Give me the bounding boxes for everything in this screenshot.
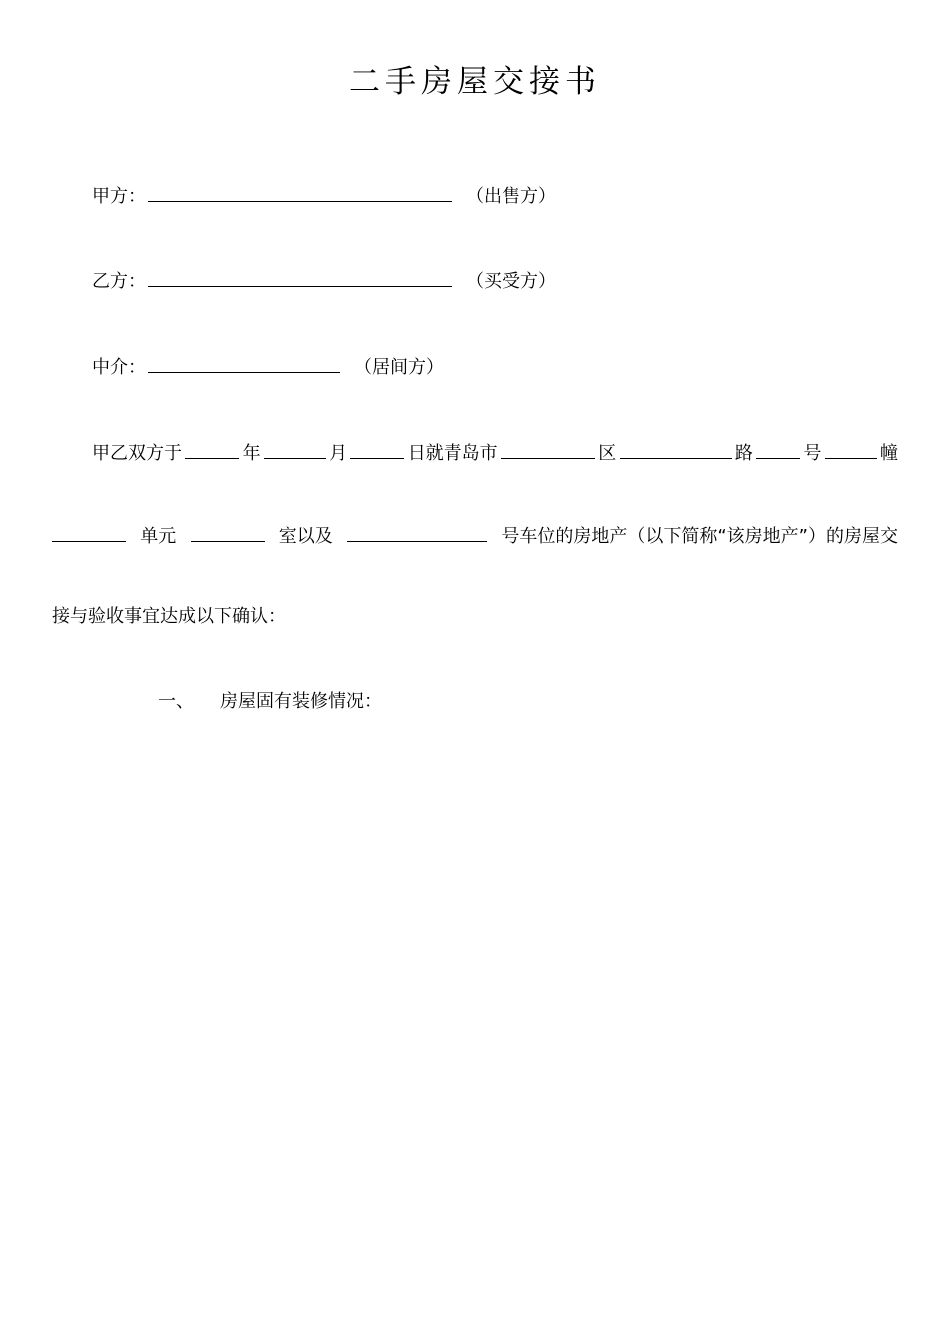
buyer-label: 乙方：: [92, 271, 146, 292]
paragraph-text: 号车位的房地产（以下简称“该房地产”）的房屋交: [501, 526, 898, 547]
buyer-line: [92, 268, 556, 294]
paragraph-text: 室以及: [278, 526, 333, 547]
paragraph-text: 单元: [140, 526, 177, 547]
paragraph-text: 区: [598, 443, 617, 464]
section-title: 房屋固有装修情况：: [220, 691, 382, 712]
paragraph-text: 月: [329, 443, 348, 464]
seller-note: （出售方）: [466, 186, 556, 207]
month-blank[interactable]: [264, 440, 326, 459]
agent-note: （居间方）: [354, 357, 444, 378]
paragraph-line-1: [92, 440, 898, 466]
buyer-name-blank[interactable]: [148, 268, 452, 287]
paragraph-text: 路: [734, 443, 753, 464]
section-number: 一、: [158, 691, 194, 712]
day-blank[interactable]: [350, 440, 404, 459]
seller-label: 甲方：: [92, 186, 146, 207]
room-blank[interactable]: [191, 523, 265, 542]
unit-blank[interactable]: [52, 523, 126, 542]
agent-name-blank[interactable]: [148, 354, 340, 373]
road-blank[interactable]: [620, 440, 732, 459]
agent-line: [92, 354, 444, 380]
paragraph-text: 日就青岛市: [407, 443, 498, 464]
document-title: 二手房屋交接书: [349, 64, 601, 100]
building-blank[interactable]: [825, 440, 877, 459]
paragraph-text: 号: [803, 443, 822, 464]
seller-name-blank[interactable]: [148, 183, 452, 202]
number-blank[interactable]: [756, 440, 800, 459]
section-1-heading: [158, 690, 382, 714]
district-blank[interactable]: [501, 440, 595, 459]
seller-line: [92, 183, 556, 209]
buyer-note: （买受方）: [466, 271, 556, 292]
paragraph-line-2: [52, 523, 898, 549]
paragraph-text: 年: [242, 443, 261, 464]
parking-blank[interactable]: [347, 523, 487, 542]
paragraph-line-3: 接与验收事宜达成以下确认：: [52, 606, 286, 627]
year-blank[interactable]: [185, 440, 239, 459]
agent-label: 中介：: [92, 357, 146, 378]
paragraph-text: 幢: [879, 443, 898, 464]
paragraph-text: 甲乙双方于: [92, 443, 182, 464]
